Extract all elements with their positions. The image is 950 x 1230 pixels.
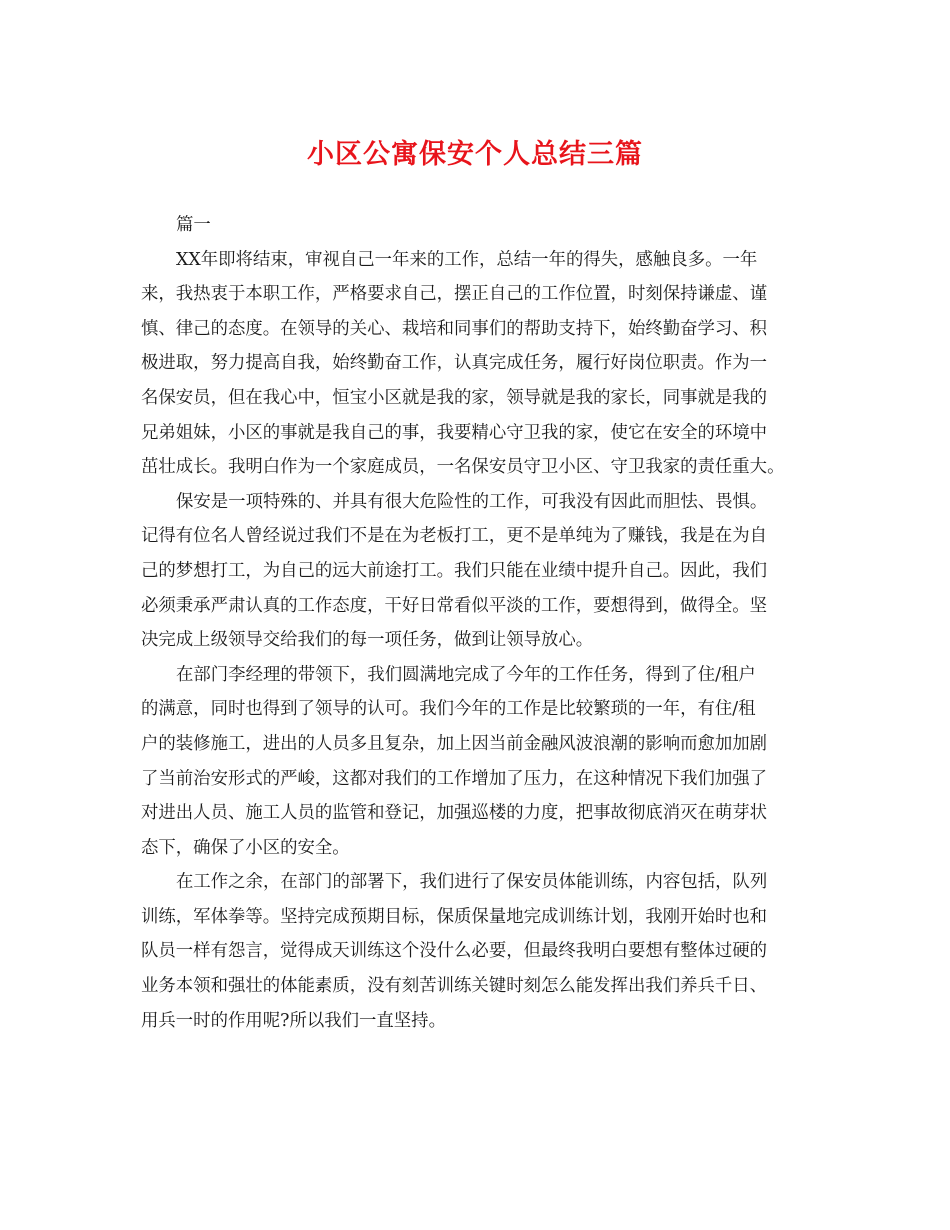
paragraph-line: 在工作之余，在部门的部署下，我们进行了保安员体能训练，内容包括，队列 <box>176 872 768 893</box>
paragraph-line: 的满意，同时也得到了领导的认可。我们今年的工作是比较繁琐的一年，有住/租 <box>141 699 756 720</box>
paragraph-line: XX年即将结束，审视自己一年来的工作，总结一年的得失，感触良多。一年 <box>176 249 758 270</box>
paragraph-line: 决完成上级领导交给我们的每一项任务，做到让领导放心。 <box>141 630 594 651</box>
paragraph-line: 名保安员，但在我心中，恒宝小区就是我的家，领导就是我的家长，同事就是我的 <box>141 387 768 408</box>
paragraph-line: 户的装修施工，进出的人员多且复杂，加上因当前金融风波浪潮的影响而愈加加剧 <box>141 733 768 754</box>
paragraph-line: 兄弟姐妹，小区的事就是我自己的事，我要精心守卫我的家，使它在安全的环境中 <box>141 422 768 443</box>
paragraph-line: 记得有位名人曾经说过我们不是在为老板打工，更不是单纯为了赚钱，我是在为自 <box>141 526 768 547</box>
paragraph-line: 态下，确保了小区的安全。 <box>141 837 350 858</box>
paragraph-line: 用兵一时的作用呢?所以我们一直坚持。 <box>141 1010 446 1031</box>
paragraph-line: 在部门李经理的带领下，我们圆满地完成了今年的工作任务，得到了住/租户 <box>176 664 756 685</box>
section-heading: 篇一 <box>176 215 211 235</box>
paragraph-line: 慎、律己的态度。在领导的关心、栽培和同事们的帮助支持下，始终勤奋学习、积 <box>141 318 768 339</box>
paragraph-line: 茁壮成长。我明白作为一个家庭成员，一名保安员守卫小区、守卫我家的责任重大。 <box>141 457 785 478</box>
document-title: 小区公寓保安个人总结三篇 <box>307 139 643 170</box>
paragraph-line: 了当前治安形式的严峻，这都对我们的工作增加了压力，在这种情况下我们加强了 <box>141 768 768 789</box>
paragraph-line: 来，我热衷于本职工作，严格要求自己，摆正自己的工作位置，时刻保持谦虚、谨 <box>141 284 768 305</box>
paragraph-line: 训练，军体拳等。坚持完成预期目标，保质保量地完成训练计划，我刚开始时也和 <box>141 906 768 927</box>
paragraph-line: 对进出人员、施工人员的监管和登记，加强巡楼的力度，把事故彻底消灭在萌芽状 <box>141 803 768 824</box>
paragraph-line: 极进取，努力提高自我，始终勤奋工作，认真完成任务，履行好岗位职责。作为一 <box>141 353 768 374</box>
paragraph-line: 业务本领和强壮的体能素质，没有刻苦训练关键时刻怎么能发挥出我们养兵千日、 <box>141 976 768 997</box>
document-body <box>141 208 821 1038</box>
paragraph-line: 己的梦想打工，为自己的远大前途打工。我们只能在业绩中提升自己。因此，我们 <box>141 560 768 581</box>
paragraph-line: 队员一样有怨言，觉得成天训练这个没什么必要，但最终我明白要想有整体过硬的 <box>141 941 768 962</box>
paragraph-line: 必须秉承严肃认真的工作态度，干好日常看似平淡的工作，要想得到，做得全。坚 <box>141 595 768 616</box>
paragraph-line: 保安是一项特殊的、并具有很大危险性的工作，可我没有因此而胆怯、畏惧。 <box>176 491 768 512</box>
